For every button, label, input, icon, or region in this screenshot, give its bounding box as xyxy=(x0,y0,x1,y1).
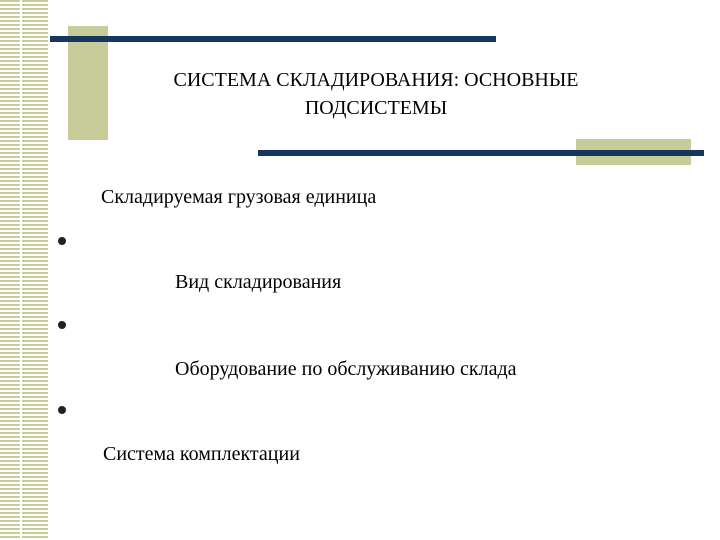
list-item-2: Вид складирования xyxy=(175,271,342,293)
list-item-3: Оборудование по обслуживанию склада xyxy=(175,358,517,380)
list-item-1: Складируемая грузовая единица xyxy=(101,186,377,208)
bullet-1 xyxy=(58,237,66,245)
slide-title-line-1: СИСТЕМА СКЛАДИРОВАНИЯ: ОСНОВНЫЕ xyxy=(173,69,579,91)
bullet-3 xyxy=(58,406,66,414)
title-rule-top xyxy=(50,36,496,42)
slide-title xyxy=(100,66,652,122)
striped-side-border xyxy=(0,0,48,540)
slide-title-line-2: ПОДСИСТЕМЫ xyxy=(304,97,448,119)
bullet-2 xyxy=(58,321,66,329)
title-rule-bottom xyxy=(258,150,704,156)
list-item-4: Система комплектации xyxy=(103,443,300,465)
